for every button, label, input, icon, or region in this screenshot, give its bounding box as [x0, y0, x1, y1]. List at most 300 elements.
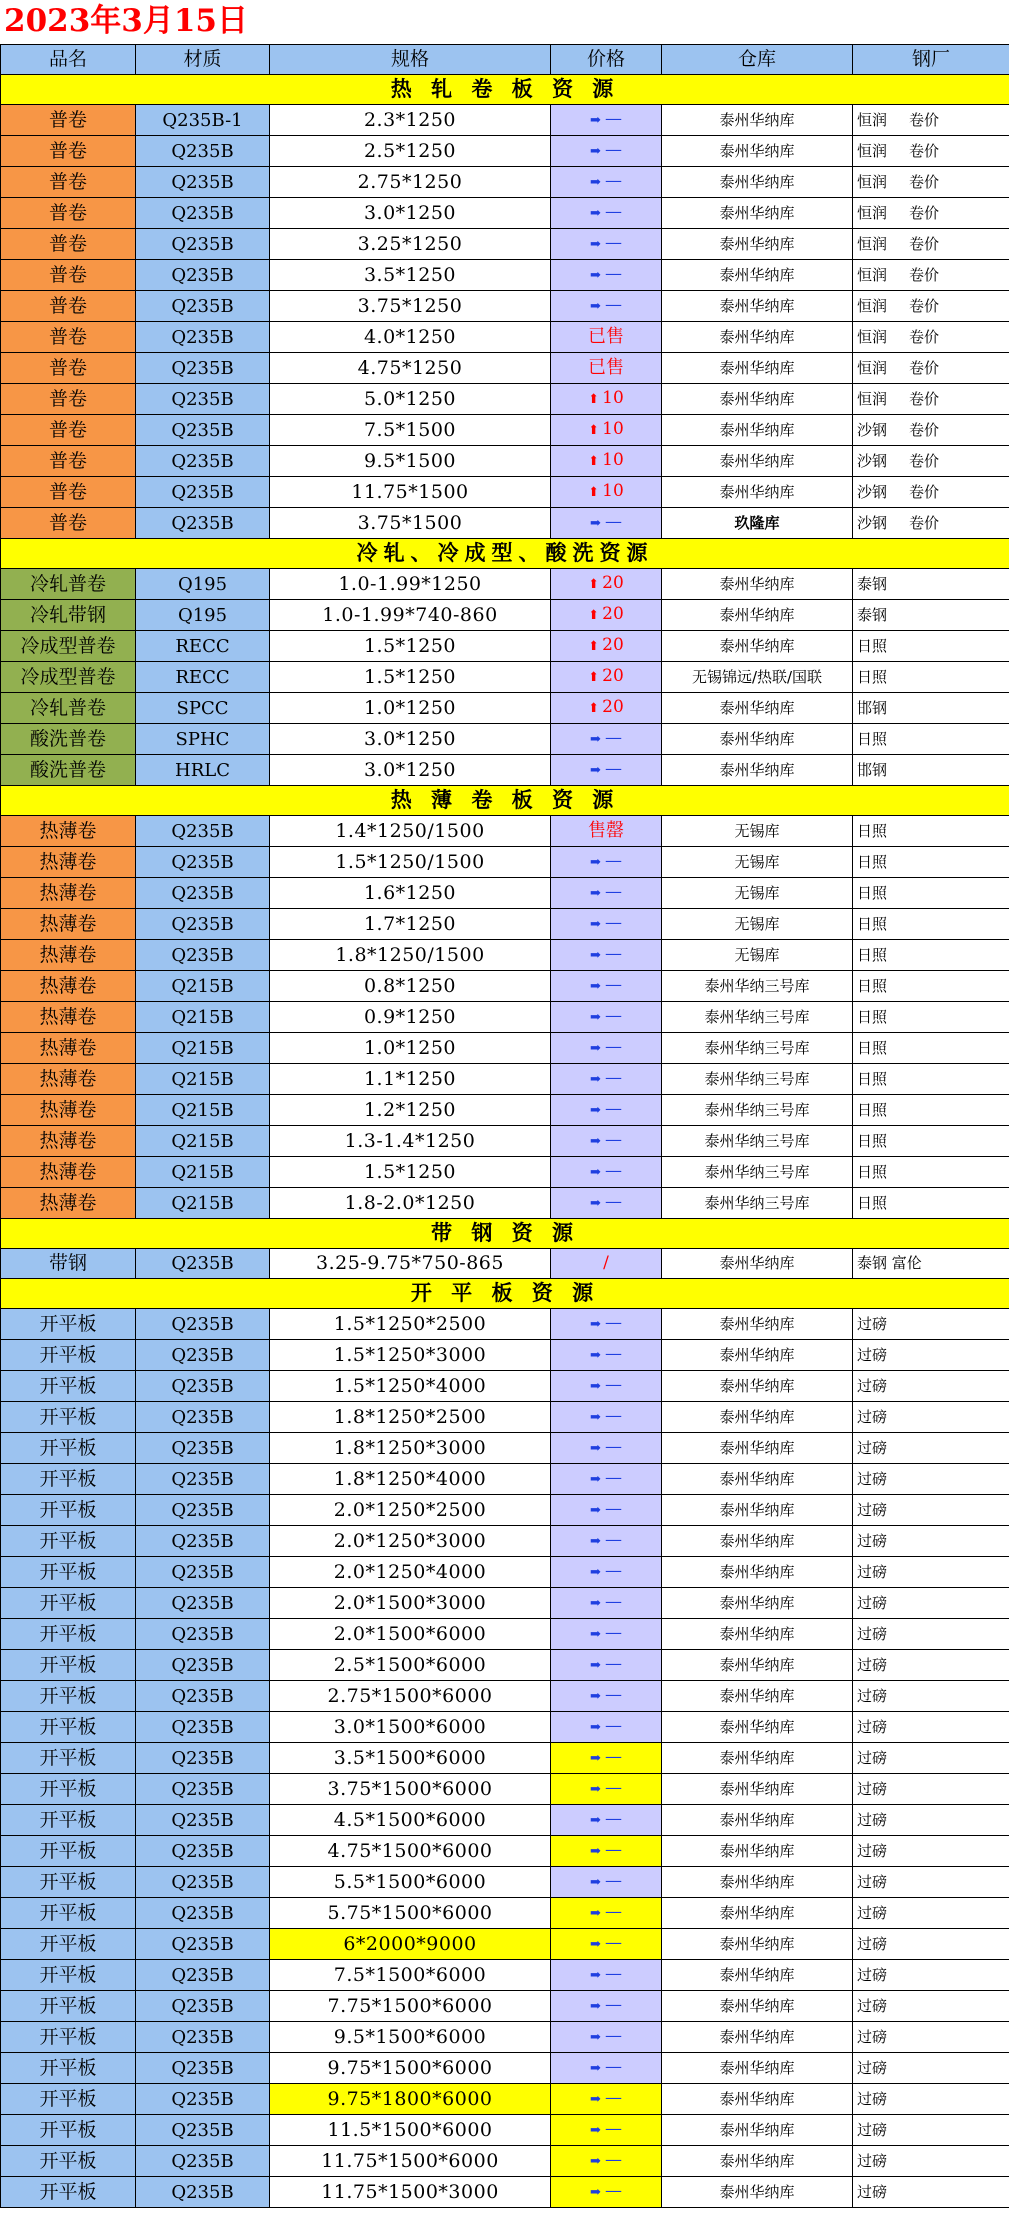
up-arrow-icon: ⬆ [588, 670, 600, 685]
material-cell: Q235B [136, 198, 270, 229]
price-cell [551, 353, 662, 384]
price-change-value: 10 [602, 481, 624, 501]
no-change-dash: — [604, 1375, 622, 1395]
material-cell: Q235B [136, 878, 270, 909]
mill-cell [853, 384, 1009, 415]
right-arrow-icon: ➡ [590, 1134, 601, 1149]
spec-cell: 0.8*1250 [270, 971, 551, 1002]
mill-cell [853, 909, 1009, 940]
product-name-cell: 开平板 [1, 1619, 136, 1650]
mill-cell [853, 1836, 1009, 1867]
mill-name: 过磅 [857, 1345, 888, 1364]
section-title: 开 平 板 资 源 [1, 1279, 1009, 1309]
product-name-cell: 普卷 [1, 415, 136, 446]
no-change-dash: — [604, 1902, 622, 1922]
mill-cell [853, 1464, 1009, 1495]
warehouse-cell: 泰州华纳库 [662, 136, 853, 167]
material-cell: Q215B [136, 1095, 270, 1126]
price-cell [551, 322, 662, 353]
price-type-label: 卷价 [909, 327, 940, 346]
mill-name: 日照 [857, 1069, 888, 1088]
header-material: 材质 [136, 45, 270, 75]
mill-name: 恒润 [857, 110, 888, 129]
right-arrow-icon: ➡ [590, 1875, 601, 1890]
spec-cell: 4.75*1250 [270, 353, 551, 384]
no-change-dash: — [604, 2150, 622, 2170]
spec-cell: 11.5*1500*6000 [270, 2115, 551, 2146]
mill-name: 日照 [857, 1007, 888, 1026]
table-row [1, 2022, 1009, 2053]
warehouse-cell: 泰州华纳库 [662, 353, 853, 384]
mill-name: 过磅 [857, 1779, 888, 1798]
table-row [1, 755, 1009, 786]
mill-name: 过磅 [857, 1965, 888, 1984]
material-cell: Q235B [136, 508, 270, 539]
material-cell: Q215B [136, 1188, 270, 1219]
material-cell: RECC [136, 631, 270, 662]
warehouse-cell: 泰州华纳库 [662, 1774, 853, 1805]
no-change-dash: — [604, 975, 622, 995]
mill-cell [853, 971, 1009, 1002]
spec-cell: 3.0*1250 [270, 724, 551, 755]
right-arrow-icon: ➡ [590, 763, 601, 778]
product-name-cell: 热薄卷 [1, 816, 136, 847]
material-cell: Q235B [136, 1774, 270, 1805]
warehouse-cell: 泰州华纳库 [662, 724, 853, 755]
price-cell [551, 446, 662, 477]
section-title: 带 钢 资 源 [1, 1219, 1009, 1249]
spec-cell: 2.5*1500*6000 [270, 1650, 551, 1681]
mill-cell [853, 1095, 1009, 1126]
product-name-cell: 冷轧普卷 [1, 693, 136, 724]
mill-cell [853, 724, 1009, 755]
mill-cell [853, 167, 1009, 198]
header-mill: 钢厂 [853, 45, 1009, 75]
warehouse-cell: 泰州华纳库 [662, 600, 853, 631]
no-change-dash: — [604, 1623, 622, 1643]
right-arrow-icon: ➡ [590, 144, 601, 159]
spec-cell: 2.0*1500*3000 [270, 1588, 551, 1619]
spec-cell: 2.0*1250*4000 [270, 1557, 551, 1588]
price-cell [551, 1681, 662, 1712]
spec-cell: 11.75*1500 [270, 477, 551, 508]
price-change-value: 20 [602, 635, 624, 655]
spec-cell: 1.5*1250 [270, 1157, 551, 1188]
warehouse-cell: 泰州华纳库 [662, 2146, 853, 2177]
price-cell [551, 1898, 662, 1929]
product-name-cell: 普卷 [1, 260, 136, 291]
mill-name: 过磅 [857, 2058, 888, 2077]
price-cell [551, 229, 662, 260]
warehouse-cell: 泰州华纳库 [662, 477, 853, 508]
table-row [1, 1960, 1009, 1991]
mill-name: 日照 [857, 729, 888, 748]
right-arrow-icon: ➡ [590, 206, 601, 221]
mill-cell [853, 1033, 1009, 1064]
mill-cell [853, 847, 1009, 878]
mill-cell [853, 1712, 1009, 1743]
right-arrow-icon: ➡ [590, 1041, 601, 1056]
mill-cell [853, 1402, 1009, 1433]
warehouse-cell: 泰州华纳库 [662, 2053, 853, 2084]
mill-cell [853, 446, 1009, 477]
right-arrow-icon: ➡ [590, 948, 601, 963]
table-row [1, 260, 1009, 291]
table-row [1, 1929, 1009, 1960]
right-arrow-icon: ➡ [590, 2092, 601, 2107]
mill-name: 日照 [857, 1038, 888, 1057]
price-cell [551, 260, 662, 291]
mill-name: 邯钢 [857, 698, 888, 717]
spec-cell: 1.5*1250*3000 [270, 1340, 551, 1371]
warehouse-cell: 无锡库 [662, 847, 853, 878]
product-name-cell: 开平板 [1, 1464, 136, 1495]
warehouse-cell: 泰州华纳三号库 [662, 1064, 853, 1095]
price-change-value: 20 [602, 604, 624, 624]
price-change-value: 20 [602, 666, 624, 686]
mill-cell [853, 415, 1009, 446]
warehouse-cell: 泰州华纳库 [662, 2115, 853, 2146]
mill-cell [853, 1743, 1009, 1774]
mill-cell [853, 816, 1009, 847]
material-cell: Q235B [136, 291, 270, 322]
price-cell [551, 167, 662, 198]
material-cell: Q215B [136, 971, 270, 1002]
material-cell: Q215B [136, 1064, 270, 1095]
mill-cell [853, 2022, 1009, 2053]
table-row [1, 693, 1009, 724]
mill-cell [853, 2084, 1009, 2115]
mill-name: 过磅 [857, 1407, 888, 1426]
spec-cell: 1.8*1250*3000 [270, 1433, 551, 1464]
material-cell: HRLC [136, 755, 270, 786]
table-row [1, 909, 1009, 940]
mill-name: 日照 [857, 1100, 888, 1119]
mill-cell [853, 1774, 1009, 1805]
mill-name: 日照 [857, 883, 888, 902]
material-cell: Q195 [136, 569, 270, 600]
material-cell: Q235B [136, 1867, 270, 1898]
product-name-cell: 开平板 [1, 1960, 136, 1991]
warehouse-cell: 泰州华纳库 [662, 1743, 853, 1774]
right-arrow-icon: ➡ [590, 979, 601, 994]
price-cell [551, 1929, 662, 1960]
price-cell [551, 878, 662, 909]
product-name-cell: 酸洗普卷 [1, 755, 136, 786]
mill-cell [853, 322, 1009, 353]
table-row [1, 136, 1009, 167]
product-name-cell: 开平板 [1, 2115, 136, 2146]
price-cell [551, 1340, 662, 1371]
product-name-cell: 热薄卷 [1, 909, 136, 940]
spec-cell: 2.3*1250 [270, 105, 551, 136]
warehouse-cell: 泰州华纳库 [662, 105, 853, 136]
spec-cell: 1.1*1250 [270, 1064, 551, 1095]
right-arrow-icon: ➡ [590, 516, 601, 531]
spec-cell: 2.75*1250 [270, 167, 551, 198]
warehouse-cell: 泰州华纳库 [662, 631, 853, 662]
mill-cell [853, 477, 1009, 508]
warehouse-cell: 泰州华纳库 [662, 1433, 853, 1464]
up-arrow-icon: ⬆ [588, 392, 600, 407]
up-arrow-icon: ⬆ [588, 701, 600, 716]
price-table [0, 44, 1009, 2208]
product-name-cell: 热薄卷 [1, 1064, 136, 1095]
spec-cell: 2.0*1500*6000 [270, 1619, 551, 1650]
no-change-dash: — [604, 1130, 622, 1150]
spec-cell: 3.25*1250 [270, 229, 551, 260]
product-name-cell: 热薄卷 [1, 971, 136, 1002]
product-name-cell: 开平板 [1, 1371, 136, 1402]
page-title: 2023年3月15日 [4, 3, 248, 39]
no-change-dash: — [604, 1871, 622, 1891]
product-name-cell: 开平板 [1, 1433, 136, 1464]
mill-name: 过磅 [857, 2182, 888, 2201]
price-slash: / [603, 1253, 609, 1273]
material-cell: Q235B [136, 1712, 270, 1743]
table-row [1, 1774, 1009, 1805]
no-change-dash: — [604, 1840, 622, 1860]
mill-name: 恒润 [857, 265, 888, 284]
right-arrow-icon: ➡ [590, 1165, 601, 1180]
mill-name: 沙钢 [857, 513, 888, 532]
product-name-cell: 热薄卷 [1, 1002, 136, 1033]
product-name-cell: 开平板 [1, 1309, 136, 1340]
table-row [1, 1557, 1009, 1588]
warehouse-cell: 泰州华纳库 [662, 384, 853, 415]
table-row [1, 1002, 1009, 1033]
material-cell: Q235B [136, 1371, 270, 1402]
no-change-dash: — [604, 1809, 622, 1829]
product-name-cell: 热薄卷 [1, 878, 136, 909]
material-cell: Q235B [136, 1805, 270, 1836]
right-arrow-icon: ➡ [590, 2061, 601, 2076]
mill-cell [853, 2146, 1009, 2177]
right-arrow-icon: ➡ [590, 1627, 601, 1642]
table-row [1, 631, 1009, 662]
no-change-dash: — [604, 728, 622, 748]
table-row [1, 847, 1009, 878]
price-cell [551, 1805, 662, 1836]
price-cell [551, 477, 662, 508]
no-change-dash: — [604, 140, 622, 160]
price-cell [551, 816, 662, 847]
up-arrow-icon: ⬆ [588, 639, 600, 654]
table-row [1, 2177, 1009, 2208]
mill-cell [853, 1340, 1009, 1371]
price-cell [551, 909, 662, 940]
mill-name: 沙钢 [857, 482, 888, 501]
header-row [1, 45, 1009, 75]
no-change-dash: — [604, 109, 622, 129]
product-name-cell: 带钢 [1, 1249, 136, 1279]
warehouse-cell: 泰州华纳库 [662, 1836, 853, 1867]
spec-cell: 1.5*1250*4000 [270, 1371, 551, 1402]
price-cell [551, 631, 662, 662]
warehouse-cell: 泰州华纳库 [662, 1650, 853, 1681]
mill-cell [853, 631, 1009, 662]
warehouse-cell: 泰州华纳三号库 [662, 1188, 853, 1219]
warehouse-cell: 泰州华纳库 [662, 1371, 853, 1402]
no-change-dash: — [604, 2057, 622, 2077]
price-cell [551, 1064, 662, 1095]
warehouse-cell: 无锡库 [662, 816, 853, 847]
right-arrow-icon: ➡ [590, 1317, 601, 1332]
right-arrow-icon: ➡ [590, 1782, 601, 1797]
spec-cell: 9.5*1500*6000 [270, 2022, 551, 2053]
material-cell: Q235B [136, 1681, 270, 1712]
material-cell: Q235B [136, 2177, 270, 2208]
mill-cell [853, 1371, 1009, 1402]
right-arrow-icon: ➡ [590, 1503, 601, 1518]
warehouse-cell: 泰州华纳库 [662, 2022, 853, 2053]
material-cell: Q215B [136, 1033, 270, 1064]
mill-cell [853, 1002, 1009, 1033]
mill-cell [853, 508, 1009, 539]
price-cell [551, 662, 662, 693]
price-cell [551, 940, 662, 971]
price-cell [551, 600, 662, 631]
mill-cell [853, 260, 1009, 291]
right-arrow-icon: ➡ [590, 2123, 601, 2138]
product-name-cell: 开平板 [1, 1495, 136, 1526]
no-change-dash: — [604, 1344, 622, 1364]
table-row [1, 1064, 1009, 1095]
sold-out-label: 售罄 [588, 820, 624, 841]
warehouse-cell: 泰州华纳库 [662, 2084, 853, 2115]
no-change-dash: — [604, 851, 622, 871]
price-type-label: 卷价 [909, 110, 940, 129]
product-name-cell: 开平板 [1, 1836, 136, 1867]
no-change-dash: — [604, 295, 622, 315]
spec-cell: 3.0*1250 [270, 198, 551, 229]
material-cell: Q235B [136, 229, 270, 260]
price-cell [551, 1033, 662, 1064]
material-cell: Q235B [136, 816, 270, 847]
price-cell [551, 1960, 662, 1991]
no-change-dash: — [604, 1068, 622, 1088]
spec-cell: 9.5*1500 [270, 446, 551, 477]
material-cell: Q235B [136, 353, 270, 384]
spec-cell: 2.5*1250 [270, 136, 551, 167]
spec-cell: 2.75*1500*6000 [270, 1681, 551, 1712]
table-row [1, 1033, 1009, 1064]
warehouse-cell: 泰州华纳库 [662, 1929, 853, 1960]
right-arrow-icon: ➡ [590, 1103, 601, 1118]
price-cell [551, 136, 662, 167]
price-change-value: 10 [602, 388, 624, 408]
price-cell [551, 1157, 662, 1188]
product-name-cell: 开平板 [1, 1898, 136, 1929]
mill-name: 恒润 [857, 172, 888, 191]
table-row [1, 1898, 1009, 1929]
material-cell: Q235B [136, 2084, 270, 2115]
right-arrow-icon: ➡ [590, 299, 601, 314]
mill-cell [853, 1526, 1009, 1557]
spec-cell: 1.8*1250/1500 [270, 940, 551, 971]
table-row [1, 1495, 1009, 1526]
price-type-label: 卷价 [909, 172, 940, 191]
product-name-cell: 开平板 [1, 1526, 136, 1557]
warehouse-cell: 泰州华纳库 [662, 1495, 853, 1526]
mill-cell [853, 940, 1009, 971]
spec-cell: 9.75*1500*6000 [270, 2053, 551, 2084]
table-row [1, 2146, 1009, 2177]
warehouse-cell: 泰州华纳库 [662, 1588, 853, 1619]
right-arrow-icon: ➡ [590, 1906, 601, 1921]
right-arrow-icon: ➡ [590, 1937, 601, 1952]
right-arrow-icon: ➡ [590, 1348, 601, 1363]
price-cell [551, 1774, 662, 1805]
product-name-cell: 开平板 [1, 2146, 136, 2177]
mill-cell [853, 198, 1009, 229]
section-header-row [1, 1279, 1009, 1309]
mill-cell [853, 1805, 1009, 1836]
product-name-cell: 开平板 [1, 1991, 136, 2022]
spec-cell: 3.25-9.75*750-865 [270, 1249, 551, 1279]
product-name-cell: 普卷 [1, 229, 136, 260]
warehouse-cell: 泰州华纳库 [662, 693, 853, 724]
price-cell [551, 2022, 662, 2053]
price-cell [551, 1743, 662, 1774]
product-name-cell: 开平板 [1, 1712, 136, 1743]
price-cell [551, 384, 662, 415]
spec-cell: 4.5*1500*6000 [270, 1805, 551, 1836]
material-cell: Q235B [136, 415, 270, 446]
right-arrow-icon: ➡ [590, 2185, 601, 2200]
price-cell [551, 1991, 662, 2022]
spec-cell: 3.75*1500 [270, 508, 551, 539]
spec-cell: 7.75*1500*6000 [270, 1991, 551, 2022]
right-arrow-icon: ➡ [590, 1010, 601, 1025]
product-name-cell: 热薄卷 [1, 1126, 136, 1157]
spec-cell: 7.5*1500 [270, 415, 551, 446]
warehouse-cell: 泰州华纳库 [662, 260, 853, 291]
price-cell [551, 1712, 662, 1743]
price-cell [551, 2115, 662, 2146]
mill-cell [853, 1126, 1009, 1157]
no-change-dash: — [604, 1964, 622, 1984]
warehouse-cell: 玖隆库 [662, 508, 853, 539]
price-cell [551, 508, 662, 539]
material-cell: Q235B-1 [136, 105, 270, 136]
mill-cell [853, 1309, 1009, 1340]
mill-name: 过磅 [857, 1531, 888, 1550]
material-cell: Q235B [136, 2053, 270, 2084]
material-cell: Q215B [136, 1002, 270, 1033]
right-arrow-icon: ➡ [590, 1720, 601, 1735]
material-cell: Q235B [136, 322, 270, 353]
right-arrow-icon: ➡ [590, 237, 601, 252]
no-change-dash: — [604, 2181, 622, 2201]
product-name-cell: 普卷 [1, 198, 136, 229]
material-cell: Q235B [136, 1588, 270, 1619]
table-row [1, 1249, 1009, 1279]
spec-cell: 3.75*1500*6000 [270, 1774, 551, 1805]
mill-name: 过磅 [857, 1841, 888, 1860]
warehouse-cell: 泰州华纳库 [662, 1619, 853, 1650]
mill-name: 日照 [857, 821, 888, 840]
mill-cell [853, 1619, 1009, 1650]
price-cell [551, 2177, 662, 2208]
up-arrow-icon: ⬆ [588, 485, 600, 500]
spec-cell: 7.5*1500*6000 [270, 1960, 551, 1991]
mill-name: 过磅 [857, 1562, 888, 1581]
mill-cell [853, 1188, 1009, 1219]
mill-cell [853, 1991, 1009, 2022]
product-name-cell: 普卷 [1, 322, 136, 353]
price-type-label: 卷价 [909, 234, 940, 253]
